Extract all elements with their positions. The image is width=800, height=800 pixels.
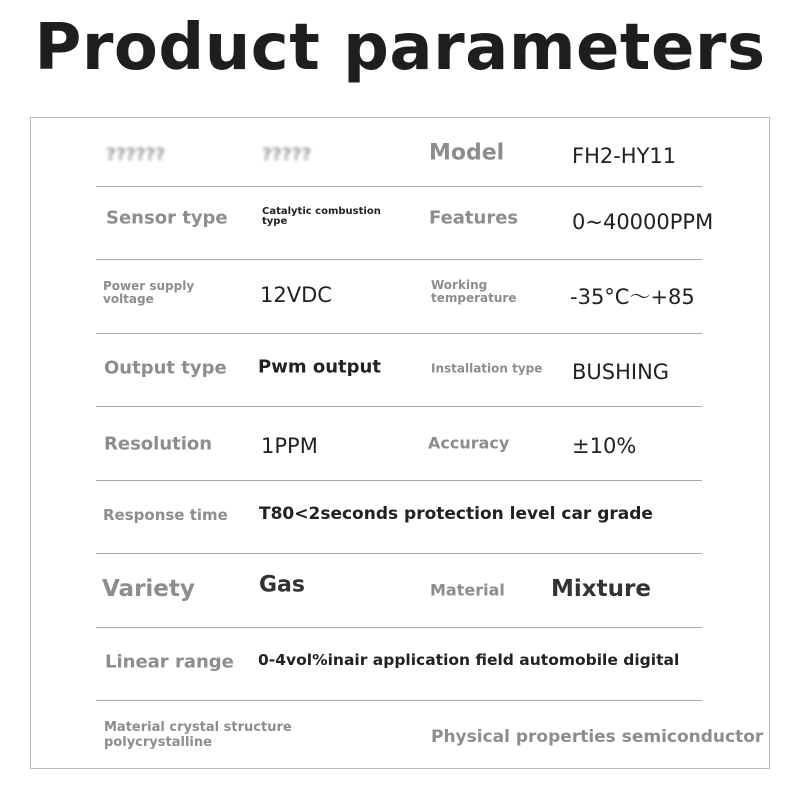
row-divider [96,333,702,334]
row-divider [96,553,702,554]
output-type-label: Output type [104,357,227,379]
sensor-type-value [262,207,381,227]
row-divider [96,700,702,701]
variety-value: Gas [259,572,305,598]
linear-range-value: 0-4vol%inair application field automobile digital [258,651,680,669]
working-temperature-label [431,279,516,305]
linear-range-label: Linear range [105,651,234,673]
accuracy-label: Accuracy [428,433,510,453]
blurred-label: ?????? [106,145,166,165]
row-divider [96,406,702,407]
power-supply-voltage-label-line2: voltage [103,292,154,306]
sensor-type-value-line1: Catalytic combustion [262,206,381,217]
physical-properties-value: Physical properties semiconductor [431,727,764,747]
output-type-value: Pwm output [258,356,381,378]
material-crystal-structure-line1: Material crystal structure [104,720,292,735]
material-label: Material [430,580,505,600]
page-title: Product parameters [34,11,766,85]
response-time-value: T80<2seconds protection level car grade [259,504,653,524]
material-crystal-structure-line2: polycrystalline [104,735,212,750]
resolution-value: 1PPM [261,434,318,458]
installation-type-value: BUSHING [572,360,670,384]
sensor-type-value-line2: type [262,216,288,227]
variety-label: Variety [102,576,195,602]
working-temperature-value: -35°C〜+85 [570,285,695,309]
model-value: FH2-HY11 [572,144,677,168]
accuracy-value: ±10% [572,434,637,458]
power-supply-voltage-label-line1: Power supply [103,279,195,293]
material-crystal-structure-label [104,720,292,750]
features-label: Features [429,207,519,229]
row-divider [96,186,702,187]
power-supply-voltage-value: 12VDC [260,283,332,307]
model-label: Model [429,140,505,166]
power-supply-voltage-label [103,280,194,306]
features-value: 0~40000PPM [572,210,714,234]
row-divider [96,627,702,628]
response-time-label: Response time [103,506,228,524]
row-divider [96,259,702,260]
working-temperature-label-line2: temperature [431,291,517,305]
material-value: Mixture [551,576,651,602]
sensor-type-label: Sensor type [106,207,228,229]
row-divider [96,480,702,481]
working-temperature-label-line1: Working [431,278,488,292]
installation-type-label: Installation type [431,361,543,376]
resolution-label: Resolution [104,433,213,455]
blurred-value: ????? [262,145,312,165]
